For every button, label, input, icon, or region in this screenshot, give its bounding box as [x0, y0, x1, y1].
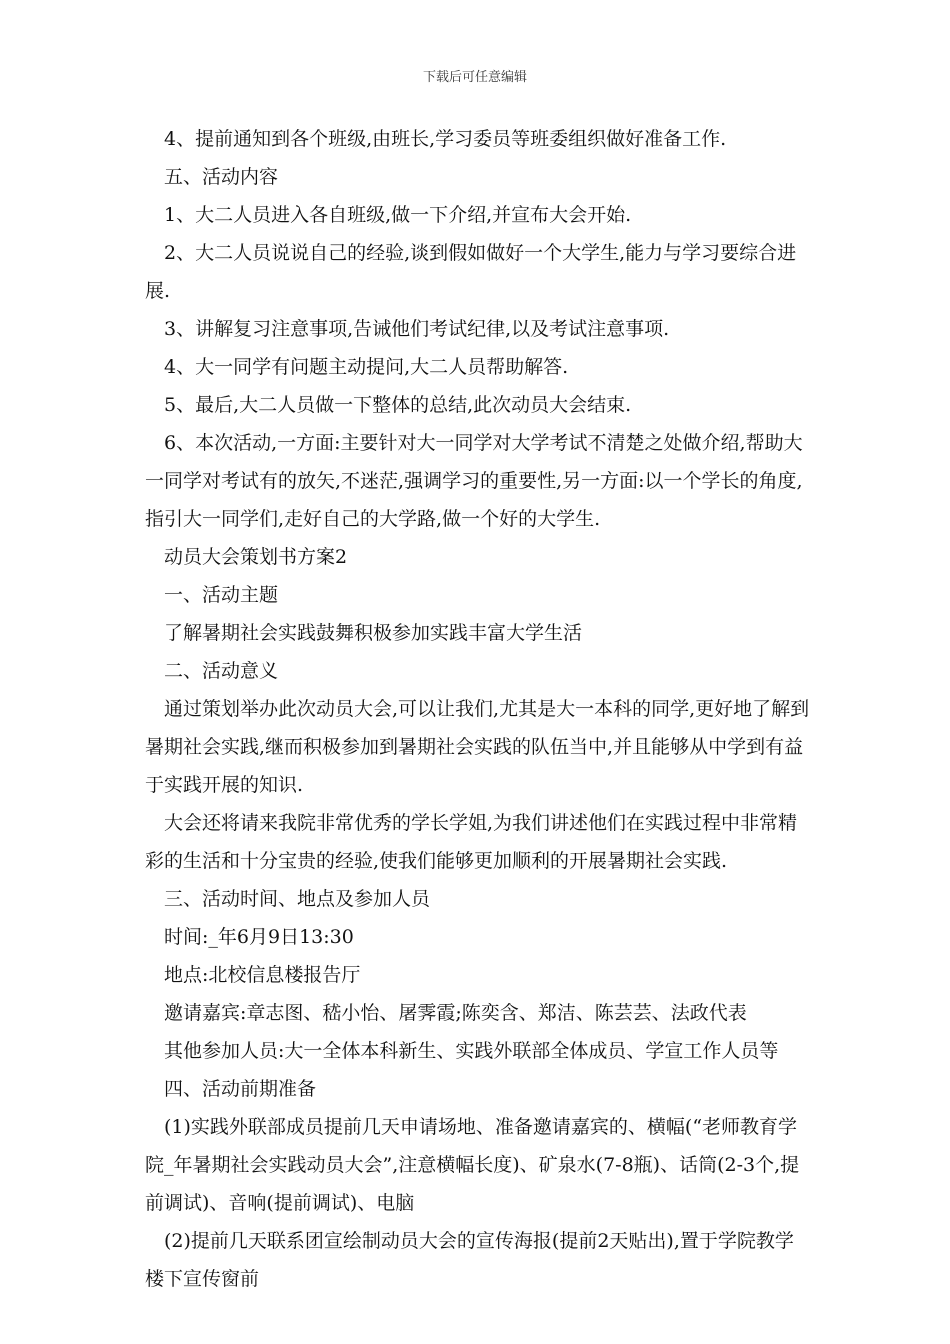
paragraph: 大会还将请来我院非常优秀的学长学姐,为我们讲述他们在实践过程中非常精彩的生活和十分宝贵的经验,使我们能够更加顺利的开展暑期社会实践. — [145, 812, 798, 872]
paragraph: 邀请嘉宾:章志图、嵇小怡、屠霁霞;陈奕含、郑洁、陈芸芸、法政代表 — [164, 1002, 747, 1024]
paragraph: (1)实践外联部成员提前几天申请场地、准备邀请嘉宾的、横幅(“老师教育学院_年暑期社会实践动员大会”,注意横幅长度)、矿泉水(7-8瓶)、话筒(2-3个,提前调试)、音响(提前调试)、电脑 — [145, 1116, 800, 1214]
section-heading: 五、活动内容 — [164, 166, 279, 188]
document-body — [145, 120, 810, 1298]
section-heading: 三、活动时间、地点及参加人员 — [164, 888, 431, 910]
paragraph: 了解暑期社会实践鼓舞积极参加实践丰富大学生活 — [164, 622, 583, 644]
paragraph: 5、最后,大二人员做一下整体的总结,此次动员大会结束. — [164, 394, 632, 416]
paragraph: 1、大二人员进入各自班级,做一下介绍,并宣布大会开始. — [164, 204, 632, 226]
paragraph: 3、讲解复习注意事项,告诫他们考试纪律,以及考试注意事项. — [164, 318, 670, 340]
paragraph: 地点:北校信息楼报告厅 — [164, 964, 361, 986]
paragraph: 其他参加人员:大一全体本科新生、实践外联部全体成员、学宣工作人员等 — [164, 1040, 779, 1062]
paragraph: 4、大一同学有问题主动提问,大二人员帮助解答. — [164, 356, 569, 378]
paragraph: 4、提前通知到各个班级,由班长,学习委员等班委组织做好准备工作. — [164, 128, 727, 150]
section-heading: 一、活动主题 — [164, 584, 279, 606]
section-heading: 四、活动前期准备 — [164, 1078, 317, 1100]
paragraph: 时间:_年6月9日13:30 — [164, 926, 354, 948]
page-header: 下载后可任意编辑 — [422, 70, 527, 85]
section-heading: 二、活动意义 — [164, 660, 279, 682]
paragraph: 2、大二人员说说自己的经验,谈到假如做好一个大学生,能力与学习要综合进展. — [145, 242, 797, 302]
paragraph: 6、本次活动,一方面:主要针对大一同学对大学考试不清楚之处做介绍,帮助大一同学对考试有的放矢,不迷茫,强调学习的重要性,另一方面:以一个学长的角度,指引大一同学们,走好自己的大学路,做一个好的大学生. — [145, 432, 803, 530]
paragraph: 通过策划举办此次动员大会,可以让我们,尤其是大一本科的同学,更好地了解到暑期社会实践,继而积极参加到暑期社会实践的队伍当中,并且能够从中学到有益于实践开展的知识. — [145, 698, 810, 796]
paragraph: (2)提前几天联系团宣绘制动员大会的宣传海报(提前2天贴出),置于学院教学楼下宣传窗前 — [145, 1230, 794, 1290]
document-title: 动员大会策划书方案2 — [164, 546, 348, 568]
